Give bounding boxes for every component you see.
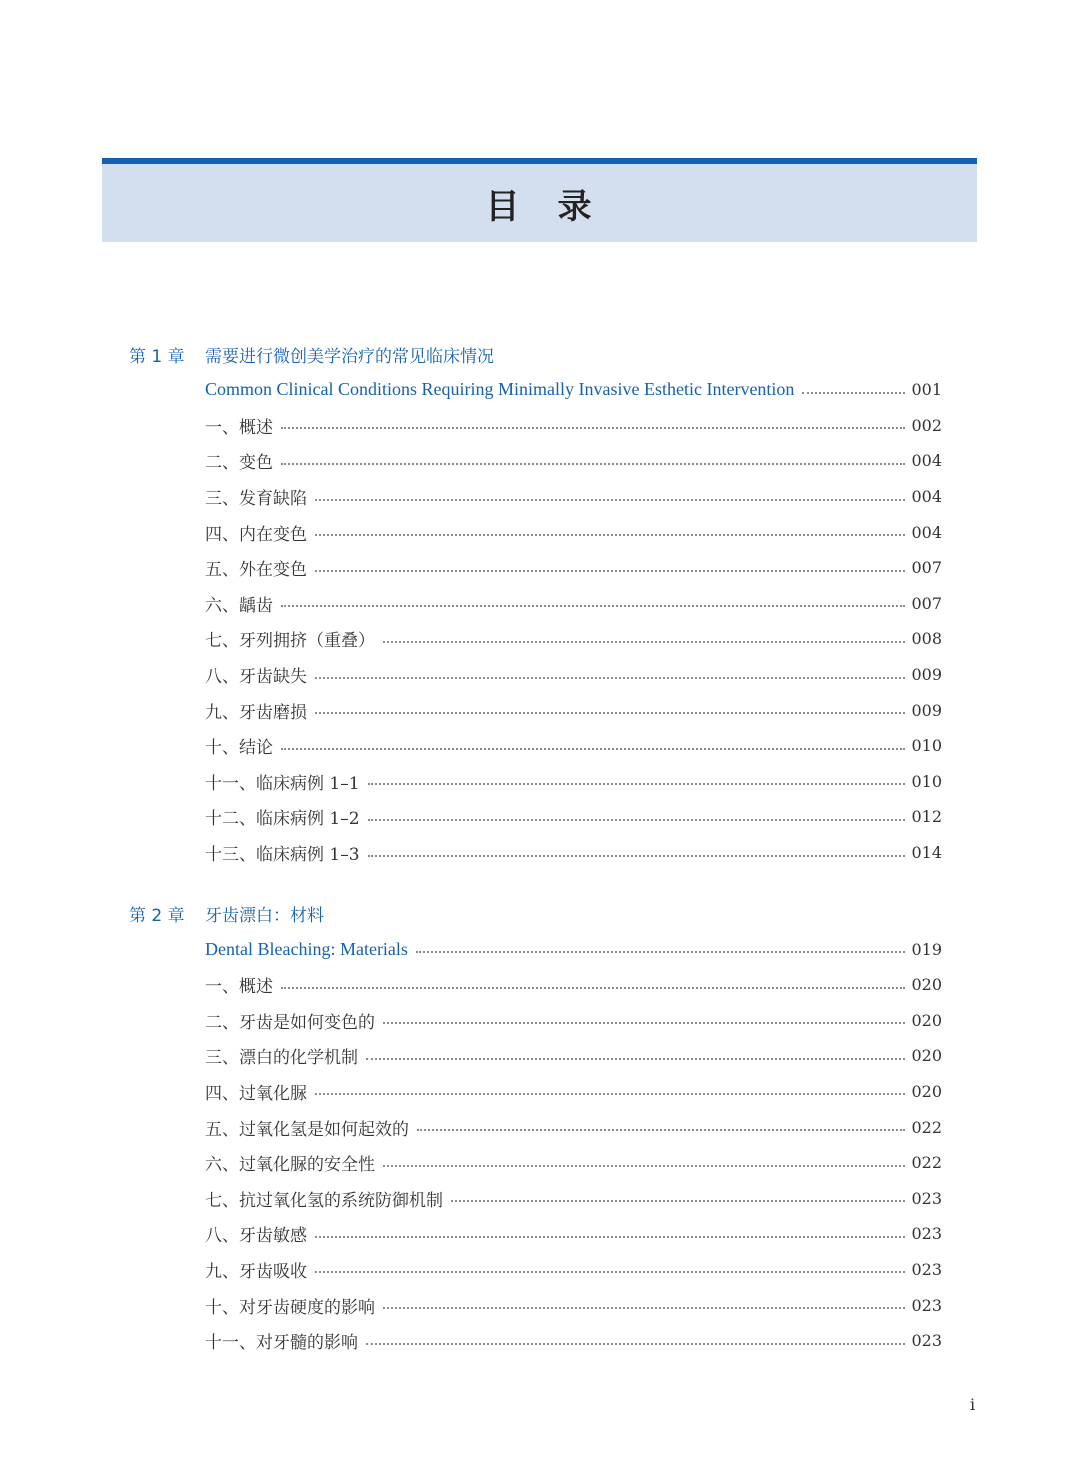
entry-title: 二、牙齿是如何变色的 [205, 1012, 375, 1033]
chapter-spacer [0, 870, 1080, 895]
entry-title: 五、过氧化氢是如何起效的 [205, 1119, 409, 1140]
entry-page: 004 [911, 522, 942, 542]
entry-page: 004 [911, 451, 942, 471]
entry-page: 007 [911, 558, 942, 578]
dot-leader [368, 783, 906, 785]
chapter-number: 第 2 章 [129, 906, 185, 927]
toc-entry[interactable] [205, 799, 942, 835]
toc-entry[interactable] [205, 1252, 942, 1288]
entry-title: 一、概述 [205, 417, 273, 438]
entry-title: 十三、临床病例 1–3 [205, 845, 360, 866]
entry-page: 023 [911, 1295, 942, 1315]
dot-leader [368, 819, 906, 821]
toc-entry[interactable] [205, 1145, 942, 1181]
entry-page: 009 [911, 665, 942, 685]
entry-title: 五、外在变色 [205, 560, 307, 581]
entry-title: 六、龋齿 [205, 595, 273, 616]
entry-page: 008 [911, 629, 942, 649]
toc-entry[interactable] [205, 835, 942, 871]
toc-entry[interactable] [205, 1109, 942, 1145]
entry-title: 一、概述 [205, 977, 273, 998]
entry-title: 八、牙齿缺失 [205, 667, 307, 688]
dot-leader [315, 1271, 905, 1273]
dot-leader [416, 951, 906, 953]
entry-page: 022 [911, 1153, 942, 1173]
toc-entry[interactable] [205, 657, 942, 693]
dot-leader [383, 641, 905, 643]
toc-entry[interactable] [205, 621, 942, 657]
entry-page: 004 [911, 487, 942, 507]
entry-page: 007 [911, 593, 942, 613]
dot-leader [368, 855, 906, 857]
dot-leader [366, 1343, 905, 1345]
dot-leader [417, 1129, 905, 1131]
entry-page: 023 [911, 1224, 942, 1244]
dot-leader [315, 534, 905, 536]
toc-entry[interactable] [205, 443, 942, 479]
entry-title: 七、抗过氧化氢的系统防御机制 [205, 1190, 443, 1211]
toc-entry[interactable] [205, 550, 942, 586]
entry-title: 六、过氧化脲的安全性 [205, 1155, 375, 1176]
dot-leader [383, 1307, 905, 1309]
chapter-title: 需要进行微创美学治疗的常见临床情况 [205, 347, 494, 367]
entry-title: 四、内在变色 [205, 524, 307, 545]
toc-entry[interactable] [205, 692, 942, 728]
entry-page: 020 [911, 1081, 942, 1101]
entry-page: 023 [911, 1188, 942, 1208]
toc-entry[interactable] [205, 514, 942, 550]
toc-entry-english[interactable] [205, 372, 942, 408]
dot-leader [451, 1200, 905, 1202]
dot-leader [315, 1236, 905, 1238]
toc-entry-english[interactable] [205, 931, 942, 967]
toc-entry[interactable] [205, 1323, 942, 1359]
title-banner [102, 158, 977, 242]
entry-title: 十二、临床病例 1–2 [205, 809, 360, 830]
dot-leader [281, 605, 905, 607]
toc-entry[interactable] [205, 764, 942, 800]
dot-leader [281, 748, 905, 750]
entry-page: 023 [911, 1259, 942, 1279]
entry-page: 020 [911, 975, 942, 995]
toc-entry[interactable] [205, 586, 942, 622]
entry-title: 八、牙齿敏感 [205, 1226, 307, 1247]
dot-leader [802, 392, 905, 394]
entry-title: 七、牙列拥挤（重叠） [205, 631, 375, 652]
entry-page: 012 [911, 807, 942, 827]
entry-page: 014 [911, 843, 942, 863]
entry-title: 四、过氧化脲 [205, 1083, 307, 1104]
chapter-heading [0, 336, 1080, 372]
entry-page: 001 [911, 380, 942, 400]
toc-entry[interactable] [205, 1216, 942, 1252]
entry-page: 010 [911, 736, 942, 756]
toc-entry[interactable] [205, 967, 942, 1003]
entry-page: 023 [911, 1331, 942, 1351]
page-title: 目 录 [485, 186, 594, 227]
toc-entry[interactable] [205, 1180, 942, 1216]
dot-leader [315, 499, 905, 501]
dot-leader [315, 570, 905, 572]
dot-leader [281, 987, 905, 989]
entry-title: 九、牙齿吸收 [205, 1261, 307, 1282]
chapter-title: 牙齿漂白：材料 [205, 906, 324, 927]
entry-title: 十一、临床病例 1–1 [205, 773, 360, 794]
toc-entry[interactable] [205, 408, 942, 444]
entry-title: 三、发育缺陷 [205, 489, 307, 510]
entry-title: 十、结论 [205, 738, 273, 759]
dot-leader [281, 427, 905, 429]
toc-entry[interactable] [205, 479, 942, 515]
entry-title: 九、牙齿磨损 [205, 702, 307, 723]
dot-leader [315, 1093, 905, 1095]
entry-page: 009 [911, 700, 942, 720]
entry-page: 010 [911, 771, 942, 791]
entry-title: Dental Bleaching: Materials [205, 938, 408, 959]
toc-entry[interactable] [205, 1287, 942, 1323]
entry-title: Common Clinical Conditions Requiring Minimally Invasive Esthetic Intervention [205, 379, 795, 400]
entry-page: 022 [911, 1117, 942, 1137]
toc-entry[interactable] [205, 1038, 942, 1074]
dot-leader [281, 463, 905, 465]
entry-title: 三、漂白的化学机制 [205, 1048, 358, 1069]
entry-page: 002 [911, 415, 942, 435]
dot-leader [366, 1058, 905, 1060]
table-of-contents [0, 336, 1080, 1358]
dot-leader [383, 1165, 905, 1167]
entry-title: 十、对牙齿硬度的影响 [205, 1297, 375, 1318]
entry-title: 二、变色 [205, 453, 273, 474]
entry-page: 020 [911, 1010, 942, 1030]
entry-page: 020 [911, 1046, 942, 1066]
toc-entry[interactable] [205, 728, 942, 764]
entry-title: 十一、对牙髓的影响 [205, 1333, 358, 1354]
dot-leader [383, 1022, 905, 1024]
chapter-heading [0, 895, 1080, 931]
toc-entry[interactable] [205, 1074, 942, 1110]
dot-leader [315, 677, 905, 679]
dot-leader [315, 712, 905, 714]
toc-entry[interactable] [205, 1003, 942, 1039]
entry-page: 019 [911, 939, 942, 959]
page-number: i [970, 1395, 976, 1414]
chapter-number: 第 1 章 [129, 347, 185, 367]
